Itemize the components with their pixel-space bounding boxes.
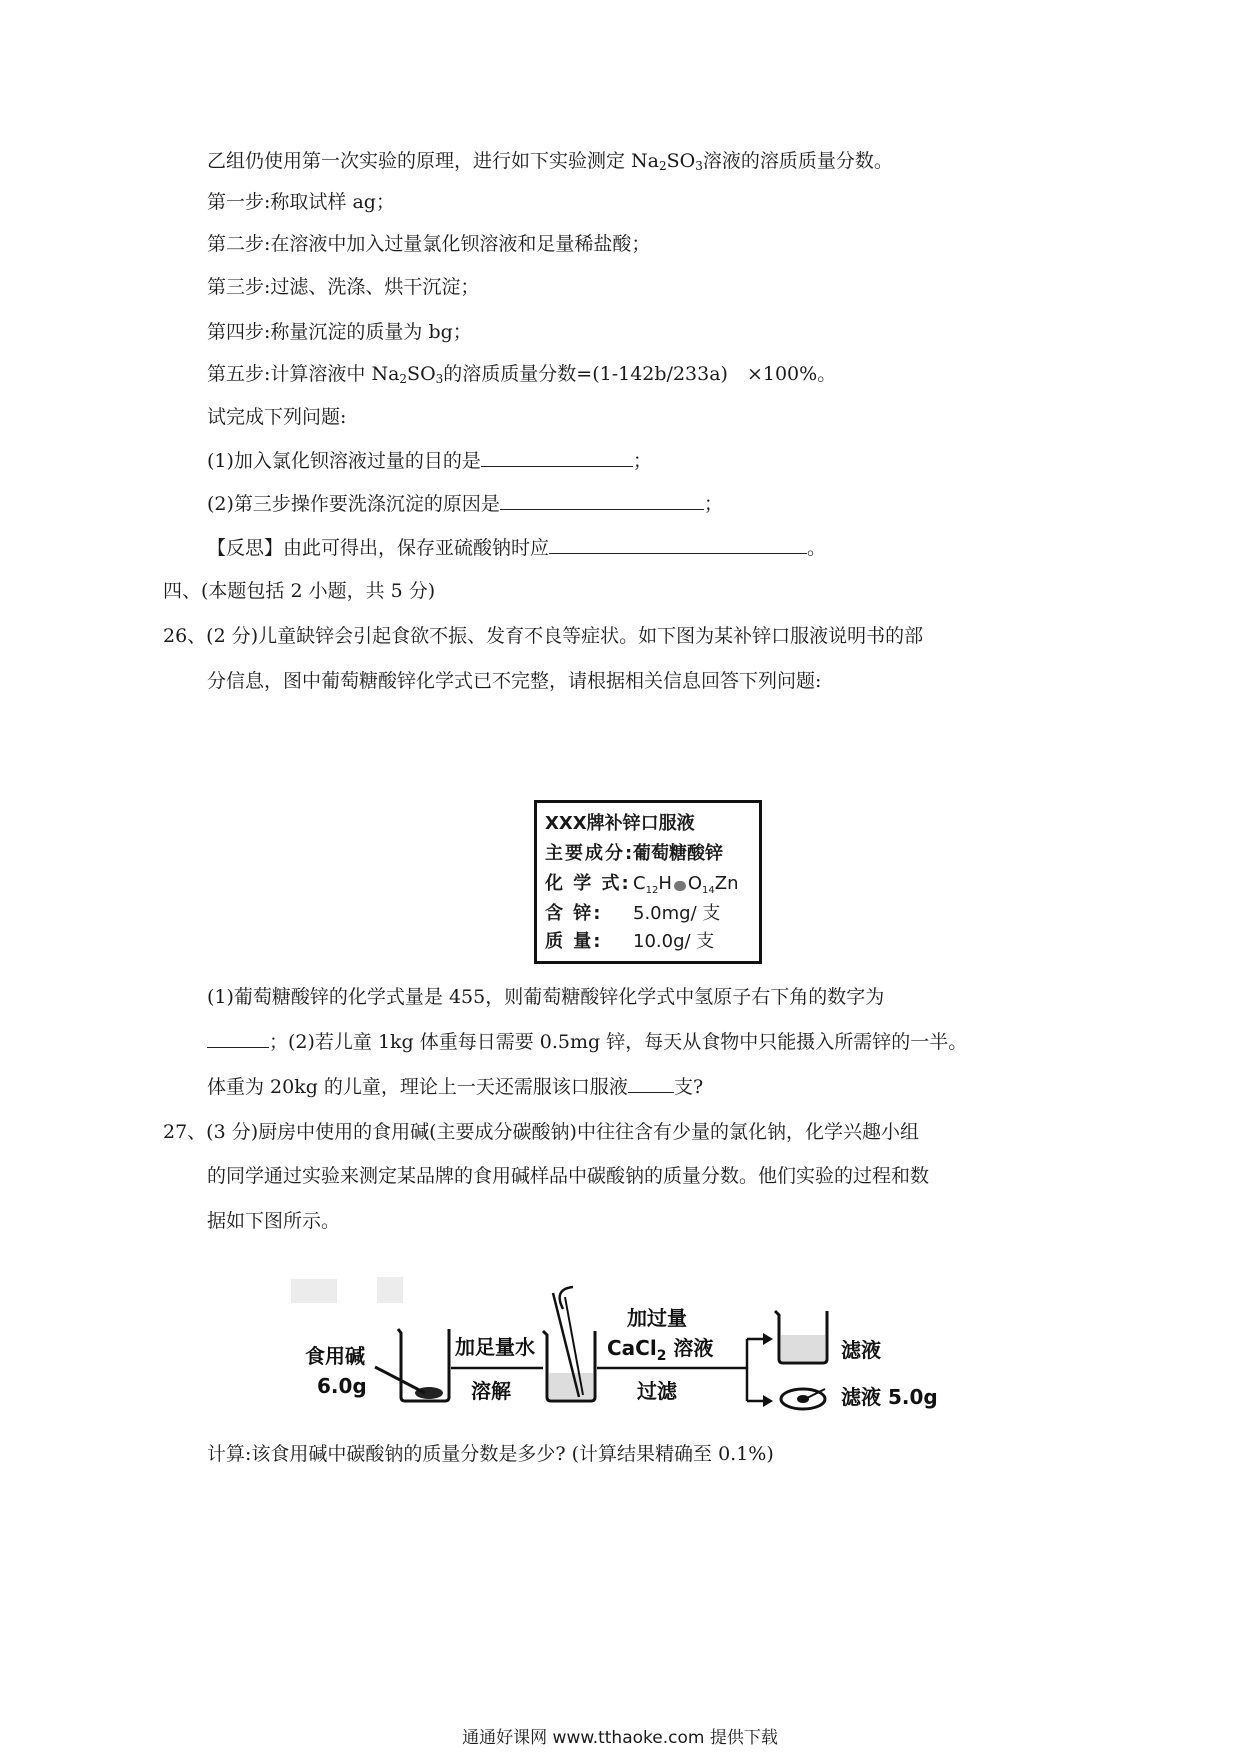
step2-top-label-1: 加过量 — [627, 1306, 687, 1330]
step2-bottom-label: 过滤 — [637, 1379, 677, 1403]
step-4: 第四步:称量沉淀的质量为 bg； — [207, 321, 472, 343]
beaker-with-sample — [375, 1329, 449, 1401]
label-row-mass: 质 量: 10.0g/ 支 — [545, 931, 715, 952]
q26-line-1: 26、(2 分)儿童缺锌会引起食欲不振、发育不良等症状。如下图为某补锌口服液说明书的部 — [163, 625, 924, 647]
answer-blank[interactable] — [481, 448, 633, 467]
intro-line: 乙组仍使用第一次实验的原理，进行如下实验测定 $Na_2SO_3$溶液的溶质质量分数。 — [207, 150, 893, 173]
sample-mass: 6.0g — [317, 1374, 367, 1398]
question-1: (1)加入氯化钡溶液过量的目的是 ； — [207, 450, 652, 472]
step-2: 第二步:在溶液中加入过量氯化钡溶液和足量稀盐酸； — [207, 233, 651, 255]
q27-line-3: 据如下图所示。 — [207, 1210, 341, 1232]
step1-bottom-label: 溶解 — [471, 1379, 511, 1403]
q27-line-1: 27、(3 分)厨房中使用的食用碱(主要成分碳酸钠)中往往含有少量的氯化钠，化学兴趣小组 — [163, 1121, 919, 1143]
label-title: XXX牌补锌口服液 — [545, 813, 695, 834]
smudge — [291, 1279, 337, 1303]
step-3: 第三步:过滤、洗涤、烘干沉淀； — [207, 276, 480, 298]
q26-sub2-line: ；(2)若儿童 1kg 体重每日需要 0.5mg 锌，每天从食物中只能摄入所需锌的一半。 — [207, 1029, 967, 1055]
step-1: 第一步:称取试样 ag； — [207, 191, 395, 213]
label-row-zinc: 含 锌: 5.0mg/ 支 — [545, 903, 721, 924]
arrow-head — [763, 1395, 773, 1407]
answer-blank[interactable] — [628, 1074, 674, 1093]
watch-glass — [781, 1389, 825, 1409]
page-footer: 通通好课网 www.tthaoke.com 提供下载 — [462, 1728, 778, 1748]
sample-name: 食用碱 — [305, 1344, 365, 1368]
smudge — [377, 1277, 403, 1303]
q26-line-2: 分信息，图中葡萄糖酸锌化学式已不完整，请根据相关信息回答下列问题: — [207, 670, 822, 692]
step2-top-label-2: CaCl$_2$ 溶液 — [607, 1336, 714, 1364]
label-row-ingredient: 主要成分:葡萄糖酸锌 — [545, 843, 723, 864]
reflection: 【反思】由此可得出，保存亚硫酸钠时应 。 — [207, 537, 827, 559]
prompt: 试完成下列问题: — [207, 406, 347, 428]
output-label-1: 滤液 — [841, 1338, 881, 1362]
filtrate-beaker — [775, 1311, 827, 1363]
beaker-with-stirring-rod — [543, 1287, 595, 1401]
step1-top-label: 加足量水 — [455, 1335, 535, 1359]
answer-blank[interactable] — [549, 535, 807, 554]
answer-blank[interactable] — [207, 1029, 269, 1048]
output-label-2: 滤液 5.0g — [841, 1385, 938, 1409]
supplement-label — [534, 800, 762, 964]
question-2: (2)第三步操作要洗涤沉淀的原因是 ； — [207, 493, 723, 515]
experiment-flow-figure — [285, 1275, 1005, 1425]
section-heading: 四、(本题包括 2 小题，共 5 分) — [163, 580, 436, 602]
step-5: 第五步:计算溶液中 $Na_2SO_3$的溶质质量分数=(1-142b/233a) ×100%。 — [207, 363, 837, 386]
label-row-formula: 化 学 式: $C_{12}H$ $O_{14}Zn$ — [545, 873, 739, 896]
calc-line: 计算:该食用碱中碳酸钠的质量分数是多少? (计算结果精确至 0.1%) — [207, 1443, 774, 1465]
q26-sub1-line: (1)葡萄糖酸锌的化学式量是 455，则葡萄糖酸锌化学式中氢原子右下角的数字为 — [207, 986, 885, 1008]
smudge-mark — [674, 881, 686, 891]
q26-sub2-line-end: 体重为 20kg 的儿童，理论上一天还需服该口服液 支? — [207, 1076, 704, 1098]
arrow-head — [763, 1333, 773, 1345]
answer-blank[interactable] — [500, 491, 704, 510]
q27-line-2: 的同学通过实验来测定某品牌的食用碱样品中碳酸钠的质量分数。他们实验的过程和数 — [207, 1165, 930, 1187]
